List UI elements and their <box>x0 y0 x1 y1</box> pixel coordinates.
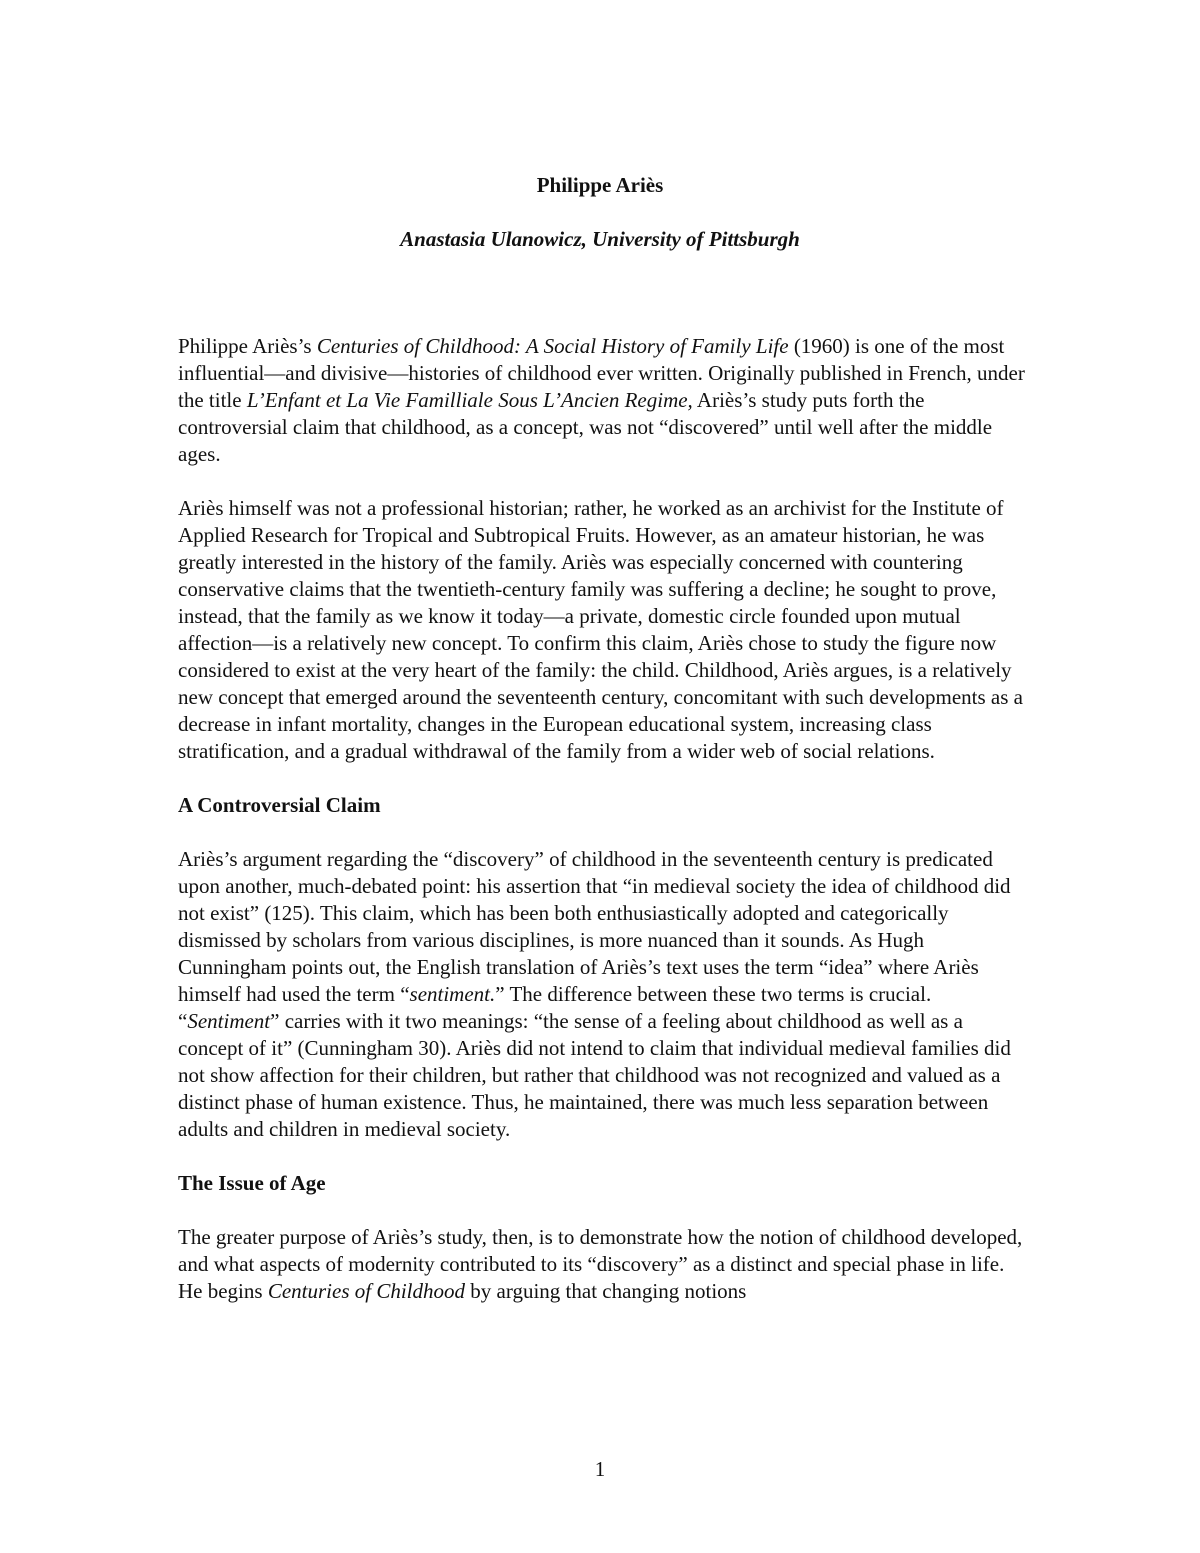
age-text-1: The greater purpose of Ariès’s study, then, is to demonstrate how the notion of childhood developed, and what aspects of modernity contributed to its “discovery” as a distinct and special phase in life. He begins <box>178 1225 1023 1303</box>
author-affiliation: Anastasia Ulanowicz, University of Pittsburgh <box>400 227 800 251</box>
archivist-paragraph: Ariès himself was not a professional historian; rather, he worked as an archivist for the Institute of Applied Research for Tropical and Subtropical Fruits. However, as an amateur historian, he was greatly interested in the history of the family. Ariès was especially concerned with countering conservative claims that the twentieth-century family was suffering a decline; he sought to prove, instead, that the family as we know it today—a private, domestic circle founded upon mutual affection—is a relatively new concept. To confirm this claim, Ariès chose to study the figure now considered to exist at the very heart of the family: the child. Childhood, Ariès argues, is a relatively new concept that emerged around the seventeenth century, concomitant with such developments as a decrease in infant mortality, changes in the European educational system, increasing class stratification, and a gradual withdrawal of the family from a wider web of social relations. <box>178 496 1023 763</box>
claim-text-2: ” The difference between these two terms is crucial. “ <box>178 982 932 1033</box>
book-title-italic: Centuries of Childhood: A Social History of Family Life <box>316 334 789 358</box>
section-heading-issue-of-age: The Issue of Age <box>178 1171 326 1195</box>
french-title-italic: L’Enfant et La Vie Familliale Sous L’Ancien Regime, <box>246 388 693 412</box>
controversial-claim-paragraph <box>178 846 1028 1143</box>
sentiment-italic-2: Sentiment <box>187 1009 271 1033</box>
book-title-italic-2: Centuries of Childhood <box>267 1279 466 1303</box>
sentiment-italic-1: sentiment. <box>409 982 496 1006</box>
intro-text-1: Philippe Ariès’s <box>178 334 317 358</box>
page-number: 1 <box>594 1457 606 1481</box>
intro-paragraph <box>178 333 1028 468</box>
section-heading-controversial-claim: A Controversial Claim <box>178 793 381 817</box>
document-body <box>178 333 1028 1305</box>
intro-text-2: (1960) is one of the most influential—and divisive—histories of childhood ever written. Originally published in French, under the title <box>178 334 1025 412</box>
document-title: Philippe Ariès <box>536 173 664 197</box>
claim-text-1: Ariès’s argument regarding the “discovery” of childhood in the seventeenth century is predicated upon another, much-debated point: his assertion that “in medieval society the idea of childhood did not exist” (125). This claim, which has been both enthusiastically adopted and categorically dismissed by scholars from various disciplines, is more nuanced than it sounds. As Hugh Cunningham points out, the English translation of Ariès’s text uses the term “idea” where Ariès himself had used the term “ <box>178 847 1011 1006</box>
intro-text-3: Ariès’s study puts forth the controversial claim that childhood, as a concept, was not “discovered” until well after the middle ages. <box>178 388 993 466</box>
claim-text-3: ” carries with it two meanings: “the sense of a feeling about childhood as well as a concept of it” (Cunningham 30). Ariès did not intend to claim that individual medieval families did not show affection for their children, but rather that childhood was not recognized and valued as a distinct phase of human existence. Thus, he maintained, there was much less separation between adults and children in medieval society. <box>178 1009 1011 1141</box>
issue-of-age-paragraph <box>178 1224 1028 1305</box>
age-text-2: by arguing that changing notions <box>465 1279 747 1303</box>
